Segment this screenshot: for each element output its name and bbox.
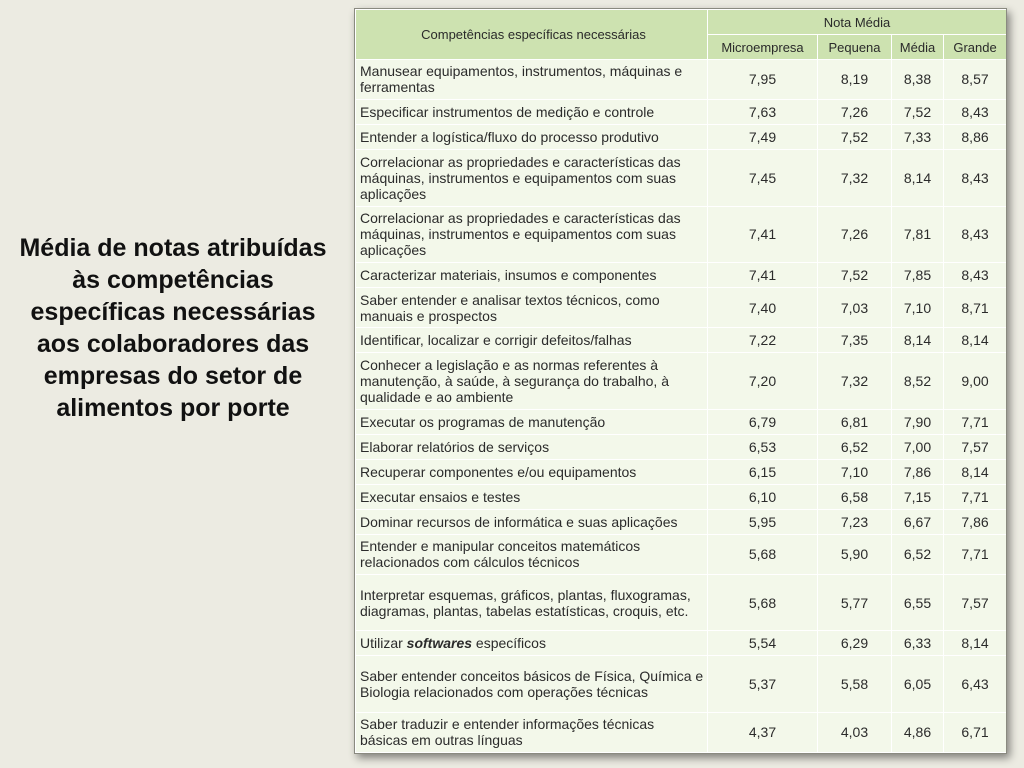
- nota-microempresa: 7,20: [708, 353, 818, 410]
- nota-media: 8,38: [892, 60, 944, 100]
- nota-grande: 9,00: [944, 353, 1007, 410]
- nota-microempresa: 6,79: [708, 409, 818, 434]
- nota-microempresa: 7,41: [708, 263, 818, 288]
- nota-microempresa: 6,15: [708, 459, 818, 484]
- nota-microempresa: 5,68: [708, 535, 818, 575]
- competencia-label: Utilizar softwares específicos: [356, 631, 708, 656]
- nota-media: 6,05: [892, 656, 944, 713]
- nota-pequena: 7,52: [818, 263, 892, 288]
- competencia-label: Saber traduzir e entender informações técnicas básicas em outras línguas: [356, 712, 708, 752]
- nota-grande: 6,43: [944, 656, 1007, 713]
- table-row: [356, 353, 1007, 410]
- competencia-label: Executar os programas de manutenção: [356, 409, 708, 434]
- nota-media: 6,52: [892, 535, 944, 575]
- nota-pequena: 7,26: [818, 206, 892, 263]
- nota-grande: 7,57: [944, 434, 1007, 459]
- nota-grande: 8,57: [944, 60, 1007, 100]
- competencia-label: Correlacionar as propriedades e características das máquinas, instrumentos e equipamentos com suas aplicações: [356, 149, 708, 206]
- table-row: [356, 712, 1007, 752]
- header-grande: Grande: [944, 35, 1007, 60]
- competencia-label: Manusear equipamentos, instrumentos, máquinas e ferramentas: [356, 60, 708, 100]
- nota-microempresa: 7,41: [708, 206, 818, 263]
- nota-pequena: 7,03: [818, 288, 892, 328]
- nota-grande: 8,43: [944, 263, 1007, 288]
- nota-media: 7,86: [892, 459, 944, 484]
- nota-grande: 8,43: [944, 206, 1007, 263]
- competencia-label: Identificar, localizar e corrigir defeitos/falhas: [356, 327, 708, 352]
- nota-media: 8,14: [892, 149, 944, 206]
- header-pequena: Pequena: [818, 35, 892, 60]
- table-row: [356, 124, 1007, 149]
- nota-microempresa: 5,68: [708, 574, 818, 631]
- table-row: [356, 327, 1007, 352]
- table-row: [356, 263, 1007, 288]
- nota-media: 6,67: [892, 509, 944, 534]
- nota-pequena: 7,52: [818, 124, 892, 149]
- nota-microempresa: 6,10: [708, 484, 818, 509]
- nota-pequena: 5,90: [818, 535, 892, 575]
- competencias-table: [355, 9, 1007, 753]
- competencia-label: Executar ensaios e testes: [356, 484, 708, 509]
- nota-pequena: 7,10: [818, 459, 892, 484]
- nota-pequena: 7,32: [818, 353, 892, 410]
- competencia-label: Recuperar componentes e/ou equipamentos: [356, 459, 708, 484]
- nota-pequena: 4,03: [818, 712, 892, 752]
- nota-grande: 8,14: [944, 631, 1007, 656]
- nota-grande: 7,71: [944, 535, 1007, 575]
- table-row: [356, 656, 1007, 713]
- nota-grande: 8,43: [944, 149, 1007, 206]
- table-row: [356, 409, 1007, 434]
- table-row: [356, 434, 1007, 459]
- competencias-table-image: [354, 8, 1007, 754]
- header-competencias: Competências específicas necessárias: [356, 10, 708, 60]
- nota-microempresa: 5,95: [708, 509, 818, 534]
- table-row: [356, 149, 1007, 206]
- nota-media: 4,86: [892, 712, 944, 752]
- nota-microempresa: 7,45: [708, 149, 818, 206]
- table-row: [356, 535, 1007, 575]
- nota-microempresa: 7,63: [708, 99, 818, 124]
- nota-grande: 8,43: [944, 99, 1007, 124]
- nota-media: 7,85: [892, 263, 944, 288]
- competencia-label: Saber entender e analisar textos técnicos, como manuais e prospectos: [356, 288, 708, 328]
- nota-pequena: 5,58: [818, 656, 892, 713]
- table-row: [356, 484, 1007, 509]
- nota-grande: 8,14: [944, 327, 1007, 352]
- competencia-label: Conhecer a legislação e as normas referentes à manutenção, à saúde, à segurança do trabalho, à qualidade e ao ambiente: [356, 353, 708, 410]
- table-row: [356, 206, 1007, 263]
- nota-pequena: 7,23: [818, 509, 892, 534]
- nota-media: 7,90: [892, 409, 944, 434]
- table-row: [356, 631, 1007, 656]
- nota-media: 7,00: [892, 434, 944, 459]
- nota-media: 7,15: [892, 484, 944, 509]
- header-media: Média: [892, 35, 944, 60]
- nota-media: 7,81: [892, 206, 944, 263]
- nota-microempresa: 7,40: [708, 288, 818, 328]
- nota-pequena: 6,58: [818, 484, 892, 509]
- nota-media: 7,52: [892, 99, 944, 124]
- table-row: [356, 60, 1007, 100]
- table-row: [356, 288, 1007, 328]
- nota-grande: 6,71: [944, 712, 1007, 752]
- competencia-label: Especificar instrumentos de medição e controle: [356, 99, 708, 124]
- nota-pequena: 7,32: [818, 149, 892, 206]
- competencia-label: Correlacionar as propriedades e características das máquinas, instrumentos e equipamentos com suas aplicações: [356, 206, 708, 263]
- nota-pequena: 6,81: [818, 409, 892, 434]
- nota-microempresa: 7,49: [708, 124, 818, 149]
- nota-pequena: 6,29: [818, 631, 892, 656]
- nota-pequena: 8,19: [818, 60, 892, 100]
- nota-pequena: 7,35: [818, 327, 892, 352]
- nota-grande: 7,86: [944, 509, 1007, 534]
- nota-grande: 7,71: [944, 484, 1007, 509]
- nota-pequena: 5,77: [818, 574, 892, 631]
- table-row: [356, 99, 1007, 124]
- table-row: [356, 574, 1007, 631]
- nota-microempresa: 5,37: [708, 656, 818, 713]
- nota-grande: 8,14: [944, 459, 1007, 484]
- nota-media: 8,52: [892, 353, 944, 410]
- nota-microempresa: 4,37: [708, 712, 818, 752]
- competencia-label: Entender a logística/fluxo do processo produtivo: [356, 124, 708, 149]
- competencia-label: Saber entender conceitos básicos de Física, Química e Biologia relacionados com operações técnicas: [356, 656, 708, 713]
- nota-microempresa: 7,22: [708, 327, 818, 352]
- nota-microempresa: 7,95: [708, 60, 818, 100]
- nota-pequena: 6,52: [818, 434, 892, 459]
- table-row: [356, 509, 1007, 534]
- header-nota-media: Nota Média: [708, 10, 1007, 35]
- nota-grande: 7,57: [944, 574, 1007, 631]
- nota-media: 7,33: [892, 124, 944, 149]
- nota-pequena: 7,26: [818, 99, 892, 124]
- nota-media: 6,55: [892, 574, 944, 631]
- nota-grande: 8,86: [944, 124, 1007, 149]
- nota-media: 6,33: [892, 631, 944, 656]
- table-row: [356, 459, 1007, 484]
- nota-media: 8,14: [892, 327, 944, 352]
- nota-microempresa: 5,54: [708, 631, 818, 656]
- nota-media: 7,10: [892, 288, 944, 328]
- header-microempresa: Microempresa: [708, 35, 818, 60]
- nota-microempresa: 6,53: [708, 434, 818, 459]
- competencia-label: Dominar recursos de informática e suas aplicações: [356, 509, 708, 534]
- competencia-label: Caracterizar materiais, insumos e componentes: [356, 263, 708, 288]
- competencia-label: Entender e manipular conceitos matemáticos relacionados com cálculos técnicos: [356, 535, 708, 575]
- competencia-label: Interpretar esquemas, gráficos, plantas, fluxogramas, diagramas, plantas, tabelas estatísticas, croquis, etc.: [356, 574, 708, 631]
- slide-caption: Média de notas atribuídas às competências específicas necessárias aos colaboradores das empresas do setor de alimentos por porte: [19, 234, 327, 422]
- nota-grande: 7,71: [944, 409, 1007, 434]
- nota-grande: 8,71: [944, 288, 1007, 328]
- competencia-label: Elaborar relatórios de serviços: [356, 434, 708, 459]
